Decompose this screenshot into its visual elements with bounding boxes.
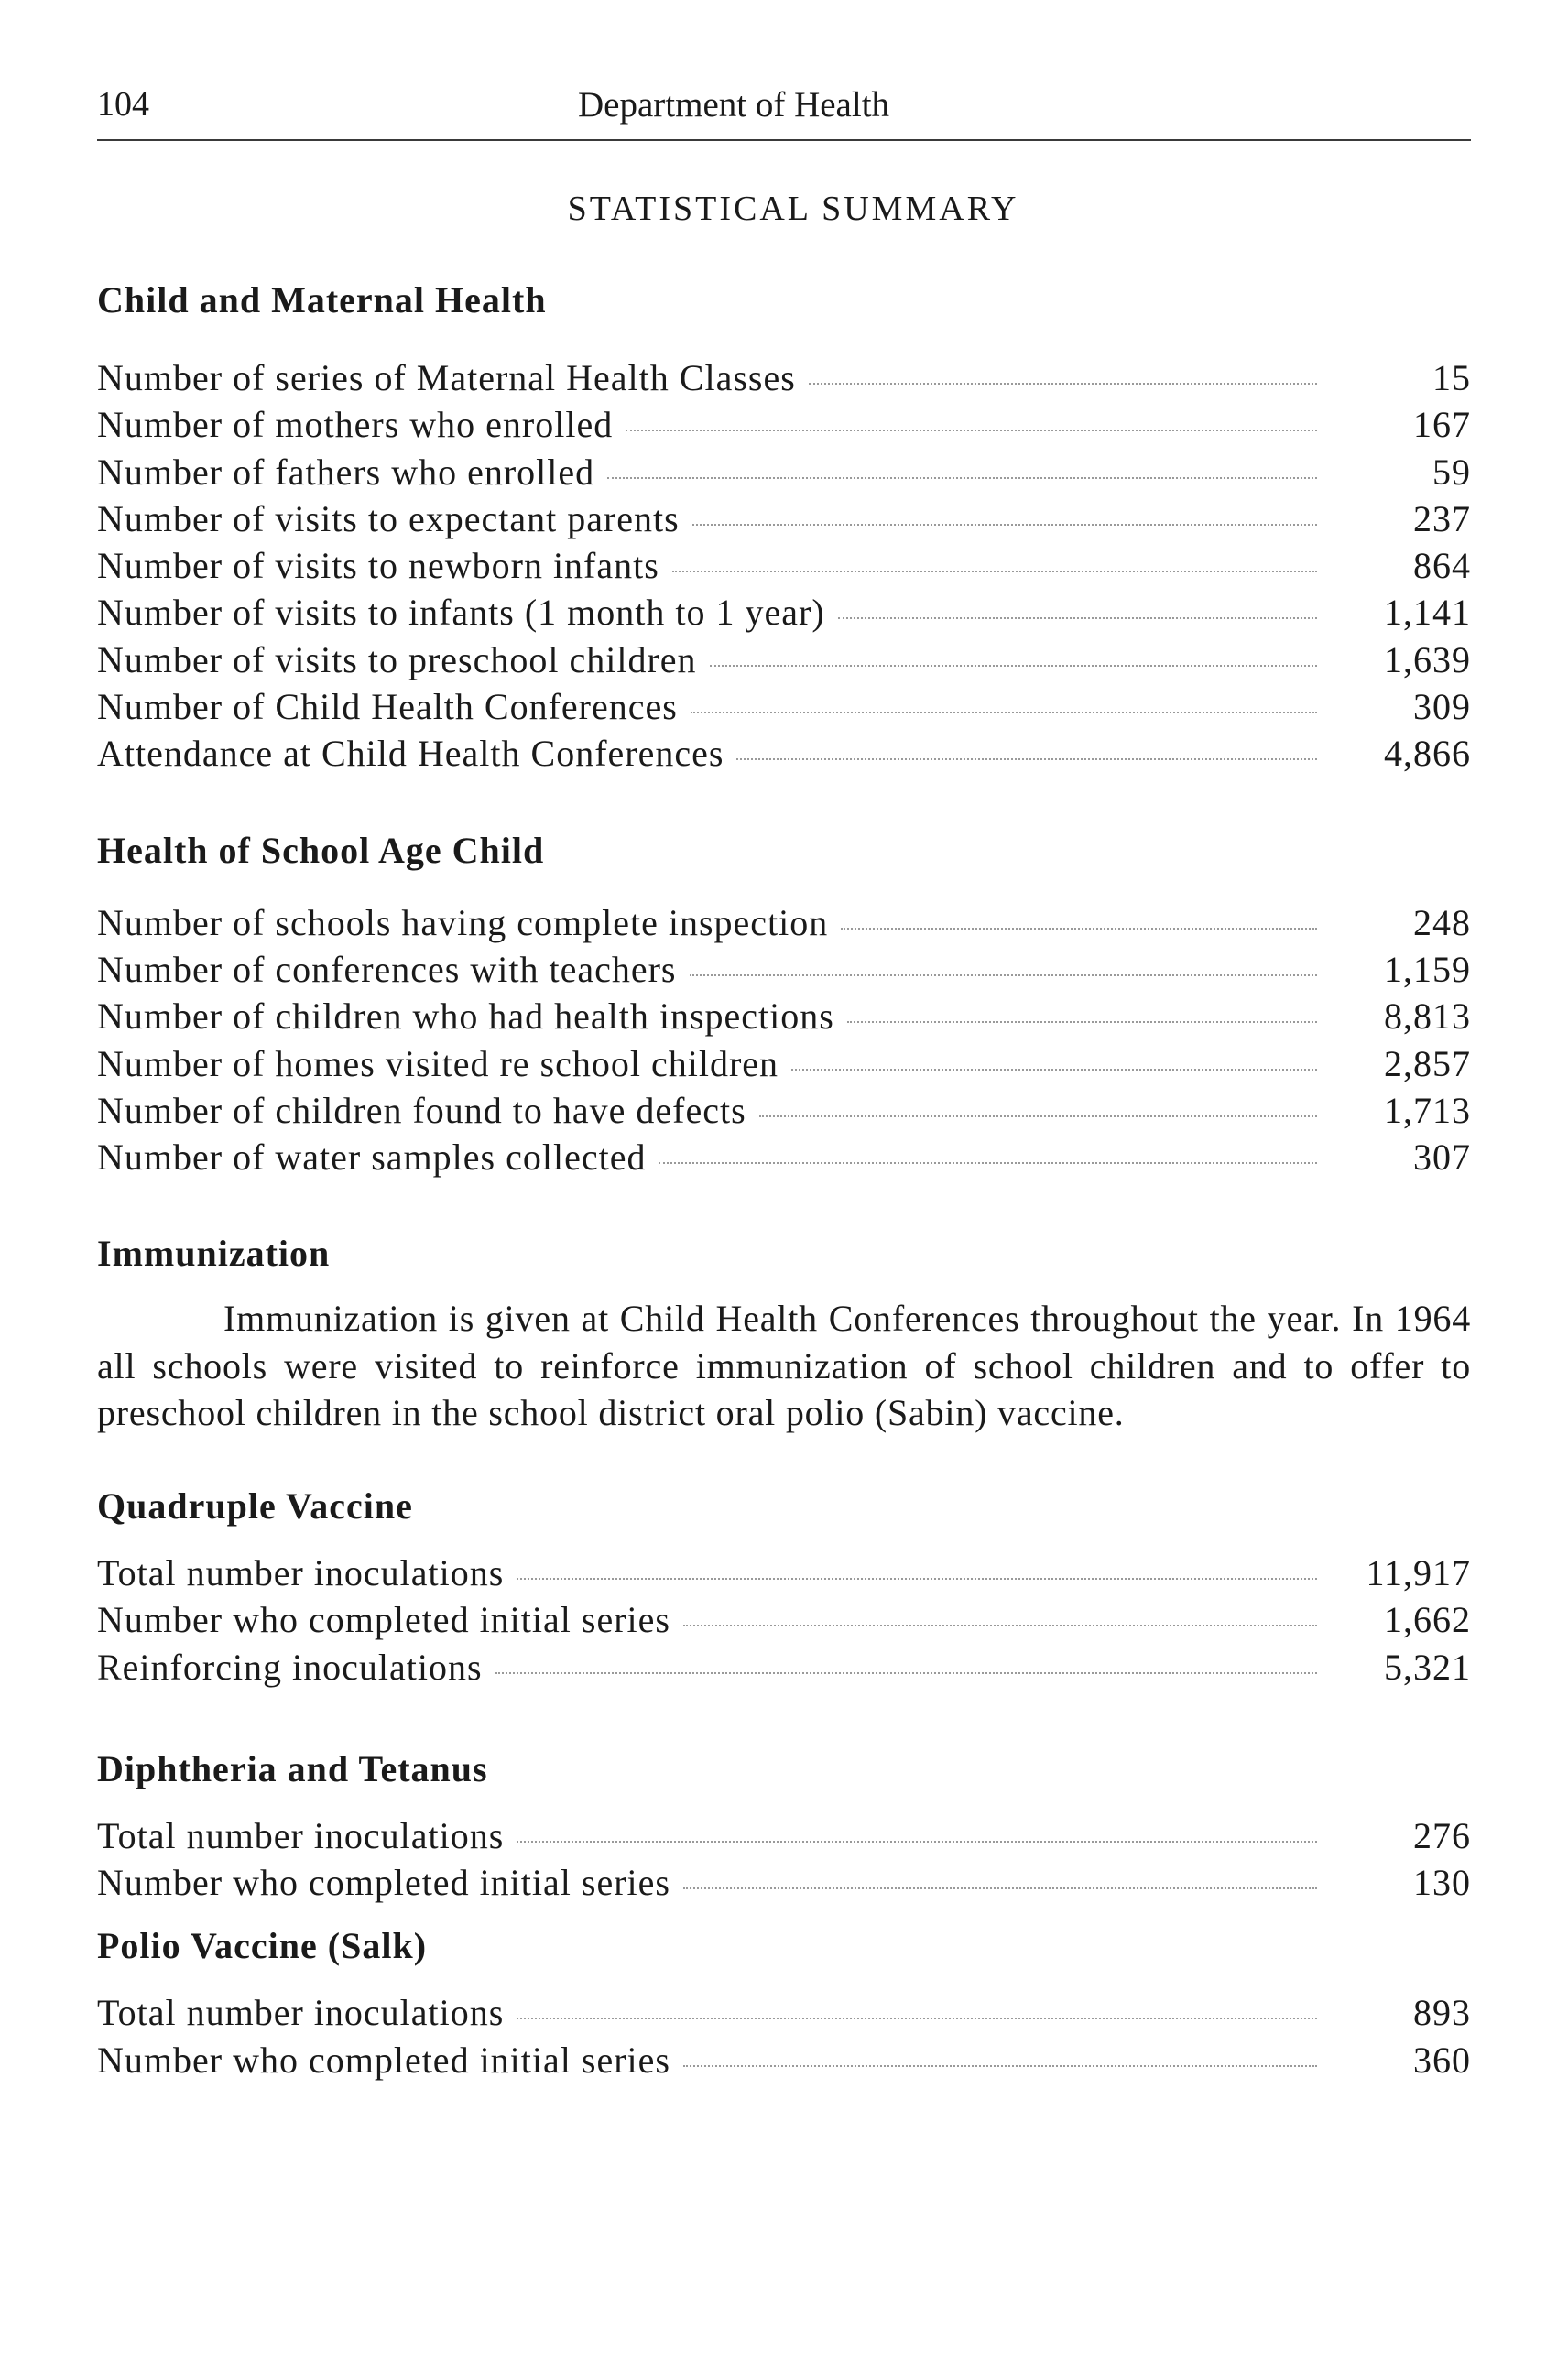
running-head: Department of Health bbox=[578, 85, 890, 125]
stat-value: 1,713 bbox=[1384, 1089, 1471, 1131]
stat-row bbox=[97, 901, 1471, 948]
stat-row bbox=[97, 1551, 1471, 1598]
stat-value: 360 bbox=[1413, 2039, 1471, 2081]
stat-row bbox=[97, 1991, 1471, 2038]
stat-label: Number of visits to preschool children bbox=[97, 638, 697, 680]
stat-row bbox=[97, 995, 1471, 1041]
dot-leader bbox=[690, 974, 1318, 976]
stat-row bbox=[97, 356, 1471, 403]
stat-row bbox=[97, 451, 1471, 497]
stat-value: 2,857 bbox=[1384, 1042, 1471, 1084]
dot-leader bbox=[672, 571, 1317, 572]
dot-leader bbox=[683, 2065, 1317, 2067]
stat-label: Number of visits to newborn infants bbox=[97, 545, 659, 587]
stat-row bbox=[97, 638, 1471, 685]
stat-label: Total number inoculations bbox=[97, 1814, 505, 1856]
stat-label: Total number inoculations bbox=[97, 1992, 505, 2034]
stat-row bbox=[97, 591, 1471, 637]
stat-label: Number of Child Health Conferences bbox=[97, 686, 678, 728]
immunization-paragraph: Immunization is given at Child Health Conferences throughout the year. In 1964 all schools were visited to reinforce immunization of school children and to offer to preschool children in the school district oral polio (Sabin) vaccine. bbox=[97, 1298, 1471, 1434]
stat-value: 1,662 bbox=[1384, 1599, 1471, 1641]
stat-label: Number of homes visited re school children bbox=[97, 1042, 779, 1084]
stat-row bbox=[97, 1814, 1471, 1861]
stat-label: Number who completed initial series bbox=[97, 1599, 670, 1641]
stat-value: 8,813 bbox=[1384, 995, 1471, 1038]
stat-label: Number of water samples collected bbox=[97, 1137, 647, 1179]
stat-label: Number of conferences with teachers bbox=[97, 948, 677, 990]
section-heading-child-maternal-health: Child and Maternal Health bbox=[97, 279, 547, 321]
dot-leader bbox=[791, 1069, 1317, 1071]
dot-leader bbox=[517, 1578, 1317, 1580]
stat-row bbox=[97, 1861, 1471, 1908]
stat-value: 15 bbox=[1432, 357, 1471, 398]
stat-list-school-age-child bbox=[97, 901, 1471, 1183]
stat-label: Number of visits to infants (1 month to 1 year) bbox=[97, 592, 825, 634]
stat-row bbox=[97, 1089, 1471, 1136]
page-header bbox=[97, 84, 1471, 141]
stat-value: 167 bbox=[1413, 404, 1471, 446]
dot-leader bbox=[683, 1625, 1317, 1626]
stat-value: 1,639 bbox=[1384, 638, 1471, 680]
summary-title: STATISTICAL SUMMARY bbox=[567, 190, 1019, 228]
stat-value: 130 bbox=[1413, 1862, 1471, 1904]
stat-row bbox=[97, 1598, 1471, 1645]
dot-leader bbox=[847, 1021, 1317, 1023]
stat-value: 1,159 bbox=[1384, 948, 1471, 990]
stat-list-polio-vaccine bbox=[97, 1991, 1471, 2085]
document-page bbox=[97, 84, 1471, 2085]
stat-value: 864 bbox=[1413, 545, 1471, 587]
stat-row bbox=[97, 1136, 1471, 1182]
dot-leader bbox=[607, 477, 1317, 479]
stat-row bbox=[97, 948, 1471, 995]
dot-leader bbox=[838, 617, 1317, 619]
stat-row bbox=[97, 2039, 1471, 2085]
stat-value: 59 bbox=[1432, 451, 1471, 493]
stat-label: Number who completed initial series bbox=[97, 1862, 670, 1904]
stat-row bbox=[97, 497, 1471, 544]
stat-value: 5,321 bbox=[1384, 1646, 1471, 1688]
dot-leader bbox=[759, 1115, 1317, 1117]
section-heading-quadruple-vaccine: Quadruple Vaccine bbox=[97, 1485, 413, 1527]
dot-leader bbox=[517, 2018, 1317, 2019]
stat-list-quadruple-vaccine bbox=[97, 1551, 1471, 1692]
dot-leader bbox=[659, 1162, 1317, 1164]
stat-label: Total number inoculations bbox=[97, 1551, 505, 1593]
dot-leader bbox=[626, 430, 1317, 431]
stat-value: 276 bbox=[1413, 1814, 1471, 1856]
stat-label: Reinforcing inoculations bbox=[97, 1646, 483, 1688]
dot-leader bbox=[692, 524, 1317, 526]
dot-leader bbox=[517, 1841, 1317, 1843]
stat-label: Number of fathers who enrolled bbox=[97, 451, 595, 493]
dot-leader bbox=[495, 1672, 1317, 1674]
stat-row bbox=[97, 1042, 1471, 1089]
stat-label: Number of series of Maternal Health Classes bbox=[97, 357, 796, 398]
dot-leader bbox=[736, 758, 1317, 760]
section-heading-polio-vaccine: Polio Vaccine (Salk) bbox=[97, 1925, 428, 1967]
stat-label: Number who completed initial series bbox=[97, 2039, 670, 2081]
dot-leader bbox=[841, 928, 1317, 930]
dot-leader bbox=[691, 712, 1317, 713]
stat-value: 309 bbox=[1413, 686, 1471, 728]
stat-row bbox=[97, 403, 1471, 450]
stat-value: 4,866 bbox=[1384, 733, 1471, 775]
stat-value: 893 bbox=[1413, 1992, 1471, 2034]
stat-label: Number of visits to expectant parents bbox=[97, 497, 680, 539]
page-number: 104 bbox=[97, 85, 149, 124]
stat-value: 11,917 bbox=[1366, 1551, 1471, 1593]
stat-label: Number of children who had health inspections bbox=[97, 995, 834, 1038]
stat-label: Number of children found to have defects bbox=[97, 1089, 746, 1131]
stat-value: 307 bbox=[1413, 1137, 1471, 1179]
stat-row bbox=[97, 732, 1471, 778]
dot-leader bbox=[710, 665, 1317, 667]
stat-label: Number of mothers who enrolled bbox=[97, 404, 614, 446]
stat-value: 237 bbox=[1413, 497, 1471, 539]
section-heading-diphtheria-tetanus: Diphtheria and Tetanus bbox=[97, 1747, 488, 1789]
stat-list-diphtheria-tetanus bbox=[97, 1814, 1471, 1909]
stat-value: 248 bbox=[1413, 901, 1471, 943]
dot-leader bbox=[683, 1887, 1317, 1889]
section-heading-immunization: Immunization bbox=[97, 1233, 331, 1275]
stat-label: Number of schools having complete inspection bbox=[97, 901, 829, 943]
stat-row bbox=[97, 685, 1471, 732]
dot-leader bbox=[809, 383, 1317, 385]
stat-list-child-maternal-health bbox=[97, 356, 1471, 779]
stat-label: Attendance at Child Health Conferences bbox=[97, 733, 724, 775]
stat-value: 1,141 bbox=[1384, 592, 1471, 634]
stat-row bbox=[97, 544, 1471, 591]
stat-row bbox=[97, 1646, 1471, 1692]
section-heading-school-age-child: Health of School Age Child bbox=[97, 829, 545, 871]
